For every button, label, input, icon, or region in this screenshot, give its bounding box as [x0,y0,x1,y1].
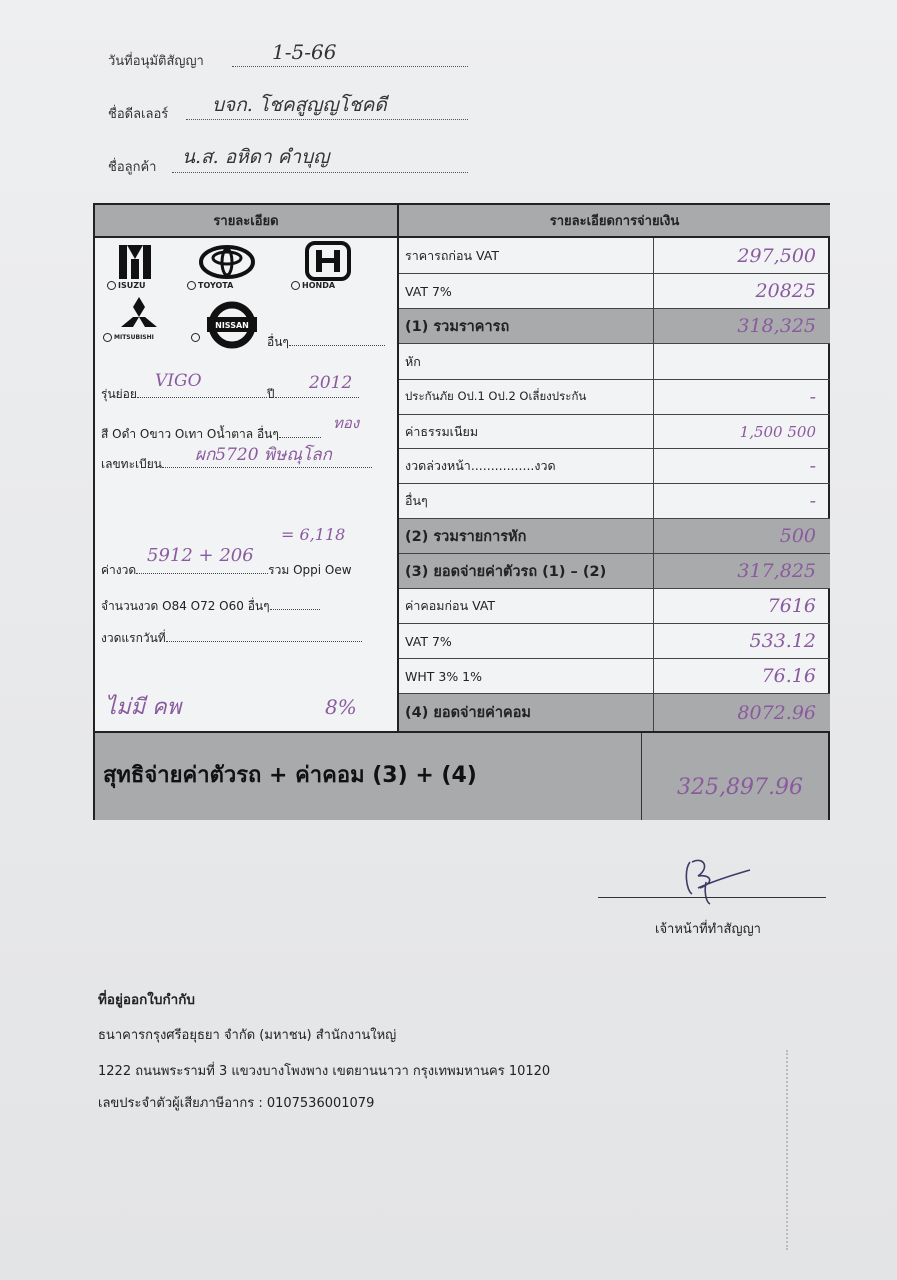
honda-radio-icon[interactable] [291,281,300,290]
row-amount-cell [653,344,830,379]
row-amount: - [809,490,816,512]
address-line-1: ธนาคารกรุงศรีอยุธยา จำกัด (มหาชน) สำนักงานใหญ่ [98,1028,397,1043]
note-right: 8% [325,695,357,719]
brand-honda-label: HONDA [302,281,336,290]
isuzu-logo-icon [115,243,155,281]
row-label: VAT 7% [405,283,452,299]
row-label: ประกันภัย Oป.1 Oป.2 Oเลี่ยงประกัน [405,389,587,403]
color-label: สี Oดำ Oขาว Oเทา Oน้ำตาล อื่นๆ [101,427,279,441]
toyota-radio-icon[interactable] [187,281,196,290]
row-label: ราคารถก่อน VAT [405,247,499,263]
installment-suffix: รวม Oppi Oew [268,563,352,577]
customer-value: น.ส. อหิดา คำบุญ [182,146,330,168]
row-label: (2) รวมรายการหัก [405,528,527,545]
customer-row [108,156,156,177]
nissan-logo-icon [207,301,257,349]
color-value: ทอง [333,414,360,432]
row-label: (1) รวมราคารถ [405,318,510,335]
tax-id-line: เลขประจำตัวผู้เสียภาษีอากร : 0107536001079 [98,1096,375,1111]
installment-label: ค่างวด [101,563,137,577]
commission-row [399,589,830,624]
brand-isuzu-label: ISUZU [118,281,146,290]
grand-total-value: 325,897.96 [677,775,803,800]
approval-date-label: วันที่อนุมัติสัญญา [108,54,204,69]
price-row [399,238,830,274]
isuzu-radio-icon[interactable] [107,281,116,290]
advance-installment-row [399,449,830,484]
detail-panel-title: รายละเอียด [95,205,397,238]
grand-total-bar [95,731,828,820]
plate-label: เลขทะเบียน [101,457,162,471]
row-amount: 7616 [767,595,816,617]
row-label: VAT 7% [405,633,452,649]
other-brand-field[interactable] [267,333,385,352]
insurance-row [399,380,830,415]
row-amount-cell [653,309,830,343]
installment-note: = 6,118 [281,525,346,544]
row-amount: 8072.96 [737,701,816,724]
row-amount: 297,500 [737,244,816,267]
row-amount-cell [653,519,830,553]
mitsubishi-radio-icon[interactable] [103,333,112,342]
row-amount: 317,825 [737,560,816,582]
approval-date-row [108,50,204,71]
total-deduct-row [399,519,830,554]
row-label: หัก [405,353,421,369]
row-amount-cell [653,415,830,448]
dealer-row [108,103,168,124]
other-deduct-row [399,484,830,519]
honda-logo-icon [305,241,351,281]
signature-label: เจ้าหน้าที่ทำสัญญา [655,922,761,937]
row-amount: 20825 [755,280,816,302]
dealer-value: บจก. โชคสูญญโชคดี [212,94,387,116]
year-value: 2012 [309,373,353,393]
row-amount-cell [653,659,830,693]
grand-total-label: สุทธิจ่ายค่าตัวรถ + ค่าคอม (3) + (4) [103,763,477,788]
plate-value: ผก5720 พิษณุโลก [195,445,332,465]
first-due-field[interactable] [101,629,362,648]
deduct-header-row [399,344,830,380]
row-label: งวดล่วงหน้า................งวด [405,458,556,473]
total-price-row [399,309,830,344]
brand-mitsubishi[interactable] [103,333,154,342]
term-field[interactable] [101,597,320,616]
payment-panel [399,205,830,731]
brand-toyota[interactable] [187,281,233,290]
commission-vat-row [399,624,830,659]
toyota-logo-icon [199,245,255,279]
fee-row [399,415,830,449]
address-line-2: 1222 ถนนพระรามที่ 3 แขวงบางโพงพาง เขตยานนาวา กรุงเทพมหานคร 10120 [98,1064,551,1079]
model-label: รุ่นย่อย [101,387,137,401]
row-amount-cell [653,554,830,588]
address-title: ที่อยู่ออกใบกำกับ [98,992,195,1008]
row-amount-cell [653,274,830,308]
row-label: (3) ยอดจ่ายค่าตัวรถ (1) – (2) [405,563,607,580]
row-amount: - [809,386,816,408]
nissan-radio-icon[interactable] [191,333,200,342]
row-label: (4) ยอดจ่ายค่าคอม [405,705,531,721]
note-left: ไม่มี คพ [105,695,182,720]
vat-row [399,274,830,309]
signature-mark [676,852,756,908]
row-amount-cell [653,380,830,414]
row-amount: 1,500 500 [739,422,816,441]
first-due-label: งวดแรกวันที่ [101,631,166,645]
row-amount-cell [653,624,830,658]
row-label: ค่าธรรมเนียม [405,423,479,439]
row-amount: 318,325 [737,315,816,337]
row-amount: 500 [779,525,816,547]
row-amount-cell [653,238,830,273]
term-label: จำนวนงวด O84 O72 O60 อื่นๆ [101,599,270,613]
mitsubishi-logo-icon [119,297,159,331]
row-amount-cell [653,589,830,623]
brand-mitsubishi-label: MITSUBISHI [114,334,154,341]
brand-honda[interactable] [291,281,335,290]
detail-panel [95,205,399,731]
row-amount: 533.12 [749,630,816,652]
signature-line [598,897,826,898]
row-amount-cell [653,694,830,731]
row-label: อื่นๆ [405,493,428,508]
row-amount: - [809,455,816,477]
installment-value: 5912 + 206 [147,545,254,566]
row-label: ค่าคอมก่อน VAT [405,598,496,613]
model-value: VIGO [155,371,202,391]
row-amount-cell [653,484,830,518]
brand-isuzu[interactable] [107,281,146,290]
payment-form [93,203,830,820]
commission-total-row [399,694,830,731]
wht-row [399,659,830,694]
row-amount: 76.16 [761,665,816,687]
row-amount-cell [653,449,830,483]
customer-label: ชื่อลูกค้า [108,160,157,175]
row-label: WHT 3% 1% [405,668,483,684]
brand-nissan-label: NISSAN [215,321,249,330]
car-payment-row [399,554,830,589]
brand-toyota-label: TOYOTA [198,281,234,290]
approval-date-value: 1-5-66 [272,40,337,64]
payment-panel-title: รายละเอียดการจ่ายเงิน [399,205,830,238]
other-brand-label: อื่นๆ [267,335,289,349]
brand-nissan[interactable] [191,333,200,342]
dealer-label: ชื่อดีลเลอร์ [108,107,169,122]
grand-total-divider [641,733,642,820]
year-label: ปี [266,387,275,401]
edge-marks [786,1050,790,1250]
